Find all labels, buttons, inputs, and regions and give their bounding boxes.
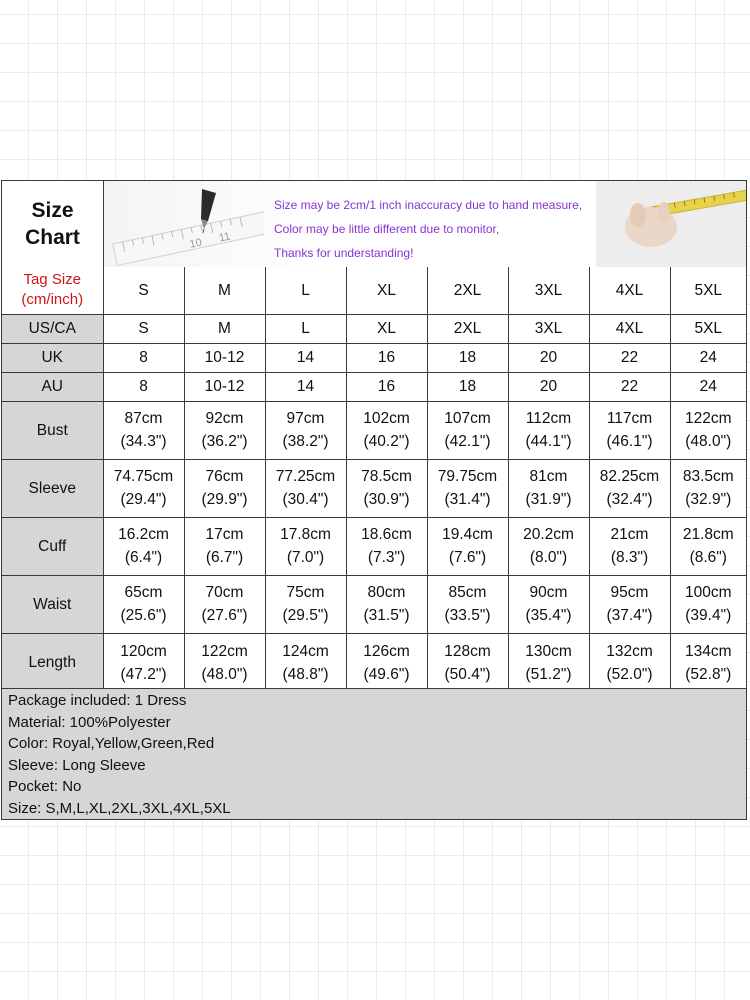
info-pocket: Pocket: No bbox=[8, 778, 82, 796]
title-line-1: Size bbox=[31, 199, 74, 222]
cell-value: 17.8cm bbox=[280, 526, 331, 543]
cell-value-inches: (37.4") bbox=[606, 607, 653, 624]
cell-value: 83.5cm bbox=[682, 468, 734, 485]
cell-value: 18.6cm bbox=[361, 526, 412, 543]
info-sleeve: Sleeve: Long Sleeve bbox=[8, 756, 146, 774]
tag-size-header bbox=[2, 267, 103, 314]
cell-value-inches: (46.1") bbox=[606, 433, 653, 450]
cell-value-inches: (35.4") bbox=[525, 607, 572, 624]
cell-value: 76cm bbox=[205, 468, 244, 485]
cell-value-inches: (50.4") bbox=[444, 665, 491, 683]
cell-value-inches: (31.9") bbox=[525, 491, 572, 508]
measurement-notes bbox=[274, 193, 614, 265]
table-cell bbox=[427, 343, 508, 372]
cell-value: 78.5cm bbox=[361, 468, 412, 485]
cell-value: 10-12 bbox=[204, 349, 245, 366]
cell-value-inches: (48.0") bbox=[201, 665, 248, 683]
cell-value: 18 bbox=[458, 349, 477, 366]
size-chart bbox=[1, 180, 747, 820]
cell-value: 4XL bbox=[615, 320, 644, 337]
table-cell bbox=[427, 575, 508, 633]
table-cell bbox=[184, 459, 265, 517]
cell-value: 2XL bbox=[453, 320, 482, 337]
cell-value-inches: (7.6") bbox=[448, 549, 487, 566]
table-cell bbox=[265, 372, 346, 401]
cell-value: XL bbox=[377, 320, 396, 337]
cell-value: 117cm bbox=[606, 410, 653, 427]
cell-value: 128cm bbox=[444, 642, 491, 660]
table-cell bbox=[184, 575, 265, 633]
table-cell bbox=[184, 633, 265, 692]
cell-value-inches: (33.5") bbox=[444, 607, 491, 624]
table-cell bbox=[184, 401, 265, 459]
note-line-1: Size may be 2cm/1 inch inaccuracy due to hand measure, bbox=[274, 198, 583, 212]
table-cell bbox=[589, 314, 670, 343]
table-cell bbox=[427, 372, 508, 401]
table-cell bbox=[508, 517, 589, 575]
table-cell bbox=[103, 372, 184, 401]
size-header-cell: S bbox=[103, 267, 184, 314]
cell-value-inches: (6.7") bbox=[205, 549, 244, 566]
cell-value-inches: (8.6") bbox=[689, 549, 727, 566]
cell-value: 130cm bbox=[525, 642, 572, 660]
cell-value: 80cm bbox=[367, 584, 406, 601]
table-cell bbox=[103, 517, 184, 575]
cell-value-inches: (7.0") bbox=[286, 549, 325, 566]
cell-value-inches: (47.2") bbox=[120, 665, 167, 683]
table-cell bbox=[589, 517, 670, 575]
table-row-uk bbox=[2, 343, 746, 372]
cell-value-inches: (27.6") bbox=[201, 607, 248, 624]
table-cell bbox=[508, 633, 589, 692]
cell-value: 82.25cm bbox=[599, 468, 660, 485]
cell-value: 22 bbox=[620, 378, 639, 395]
cell-value: 17cm bbox=[205, 526, 244, 543]
cell-value-inches: (29.9") bbox=[201, 491, 248, 508]
table-row-au bbox=[2, 372, 746, 401]
tag-size-label: Tag Size bbox=[23, 271, 82, 289]
cell-value: 24 bbox=[699, 349, 717, 366]
table-row-us-ca bbox=[2, 314, 746, 343]
cell-value-inches: (52.8") bbox=[685, 665, 732, 683]
cell-value: 107cm bbox=[444, 410, 491, 427]
table-cell bbox=[184, 517, 265, 575]
info-package: Package included: 1 Dress bbox=[8, 692, 187, 709]
cell-value-inches: (39.4") bbox=[685, 607, 732, 624]
cell-value: 126cm bbox=[363, 642, 410, 660]
cell-value: 77.25cm bbox=[275, 468, 336, 485]
cell-value-inches: (42.1") bbox=[444, 433, 491, 450]
ruler-number-11: 11 bbox=[217, 230, 232, 245]
table-cell bbox=[265, 633, 346, 692]
info-color: Color: Royal,Yellow,Green,Red bbox=[8, 735, 215, 753]
table-cell bbox=[508, 314, 589, 343]
cell-value-inches: (44.1") bbox=[525, 433, 572, 450]
table-cell bbox=[670, 459, 746, 517]
cell-value-inches: (29.4") bbox=[120, 491, 167, 508]
cell-value: 97cm bbox=[286, 410, 325, 427]
table-cell bbox=[346, 401, 427, 459]
cell-value: 16 bbox=[377, 349, 396, 366]
table-cell bbox=[589, 343, 670, 372]
table-cell bbox=[346, 517, 427, 575]
table-cell bbox=[103, 401, 184, 459]
table-row-tag-size bbox=[2, 267, 746, 314]
size-header-cell: 4XL bbox=[589, 267, 670, 314]
cell-value: 122cm bbox=[201, 642, 248, 660]
cell-value-inches: (36.2") bbox=[201, 433, 248, 450]
cell-value: 14 bbox=[296, 349, 315, 366]
table-cell bbox=[508, 343, 589, 372]
table-row-waist bbox=[2, 575, 746, 633]
ruler-number-10: 10 bbox=[188, 236, 203, 251]
cell-value: 20.2cm bbox=[523, 526, 574, 543]
cell-value: 122cm bbox=[684, 410, 732, 427]
cell-value: 75cm bbox=[286, 584, 325, 601]
table-cell bbox=[265, 517, 346, 575]
hand-icon bbox=[625, 202, 677, 247]
cell-value: 100cm bbox=[684, 584, 732, 601]
table-cell bbox=[265, 314, 346, 343]
table-cell bbox=[346, 314, 427, 343]
size-header-cell: 2XL bbox=[427, 267, 508, 314]
table-row-sleeve bbox=[2, 459, 746, 517]
measurement-banner bbox=[104, 181, 746, 267]
cell-value: 134cm bbox=[684, 642, 732, 660]
cell-value-inches: (25.6") bbox=[120, 607, 167, 624]
tag-size-unit: (cm/inch) bbox=[21, 291, 84, 309]
cell-value: 112cm bbox=[525, 410, 572, 427]
size-header-cell: L bbox=[265, 267, 346, 314]
cell-value-inches: (48.0") bbox=[685, 433, 732, 450]
cell-value: 22 bbox=[620, 349, 639, 366]
row-label-length: Length bbox=[2, 633, 103, 692]
cell-value-inches: (32.4") bbox=[606, 491, 653, 508]
table-cell bbox=[670, 372, 746, 401]
table-cell bbox=[508, 401, 589, 459]
table-cell bbox=[346, 575, 427, 633]
row-label-us-ca: US/CA bbox=[2, 314, 103, 343]
table-cell bbox=[103, 633, 184, 692]
title-line-2: Chart bbox=[25, 226, 80, 249]
cell-value-inches: (30.9") bbox=[363, 491, 410, 508]
table-cell bbox=[346, 633, 427, 692]
row-label-uk: UK bbox=[2, 343, 103, 372]
table-cell bbox=[508, 372, 589, 401]
product-info bbox=[2, 688, 746, 819]
cell-value-inches: (8.0") bbox=[529, 549, 568, 566]
info-material: Material: 100%Polyester bbox=[8, 713, 171, 731]
cell-value-inches: (49.6") bbox=[363, 665, 410, 683]
cell-value-inches: (38.2") bbox=[282, 433, 329, 450]
cell-value: 19.4cm bbox=[442, 526, 493, 543]
cell-value-inches: (52.0") bbox=[606, 665, 653, 683]
cell-value: 20 bbox=[539, 349, 558, 366]
cell-value: 132cm bbox=[606, 642, 653, 660]
size-chart-title bbox=[2, 181, 104, 267]
table-cell bbox=[184, 314, 265, 343]
cell-value: 120cm bbox=[120, 642, 167, 660]
row-label-au: AU bbox=[2, 372, 103, 401]
cell-value-inches: (48.8") bbox=[282, 665, 329, 683]
cell-value: 81cm bbox=[529, 468, 568, 485]
table-row-cuff bbox=[2, 517, 746, 575]
table-row-length bbox=[2, 633, 746, 692]
cell-value: 74.75cm bbox=[113, 468, 174, 485]
table-cell bbox=[265, 401, 346, 459]
cell-value: 21.8cm bbox=[682, 526, 734, 543]
cell-value-inches: (34.3") bbox=[120, 433, 167, 450]
cell-value: 70cm bbox=[205, 584, 244, 601]
cell-value: 3XL bbox=[534, 320, 563, 337]
table-cell bbox=[427, 517, 508, 575]
table-cell bbox=[670, 633, 746, 692]
table-cell bbox=[427, 314, 508, 343]
table-cell bbox=[670, 401, 746, 459]
table-cell bbox=[427, 633, 508, 692]
cell-value: 90cm bbox=[529, 584, 568, 601]
cell-value: L bbox=[301, 320, 310, 337]
note-line-3: Thanks for understanding! bbox=[274, 246, 414, 260]
cell-value: 87cm bbox=[124, 410, 163, 427]
size-header-cell: 3XL bbox=[508, 267, 589, 314]
cell-value-inches: (40.2") bbox=[363, 433, 410, 450]
table-cell bbox=[589, 459, 670, 517]
cell-value: 16 bbox=[377, 378, 396, 395]
cell-value-inches: (51.2") bbox=[525, 665, 572, 683]
size-header-cell: M bbox=[184, 267, 265, 314]
cell-value: 102cm bbox=[363, 410, 410, 427]
table-cell bbox=[103, 314, 184, 343]
table-cell bbox=[589, 633, 670, 692]
cell-value: 65cm bbox=[124, 584, 163, 601]
table-cell bbox=[346, 343, 427, 372]
table-cell bbox=[103, 459, 184, 517]
cell-value-inches: (31.5") bbox=[363, 607, 410, 624]
cell-value: M bbox=[218, 320, 231, 337]
cell-value: S bbox=[138, 320, 149, 337]
cell-value-inches: (29.5") bbox=[282, 607, 329, 624]
table-cell bbox=[589, 372, 670, 401]
table-cell bbox=[508, 575, 589, 633]
table-cell bbox=[265, 343, 346, 372]
table-cell bbox=[265, 459, 346, 517]
row-label-bust: Bust bbox=[2, 401, 103, 459]
table-cell bbox=[670, 575, 746, 633]
table-cell bbox=[265, 575, 346, 633]
row-label-cuff: Cuff bbox=[2, 517, 103, 575]
table-cell bbox=[346, 459, 427, 517]
cell-value-inches: (7.3") bbox=[367, 549, 406, 566]
table-cell bbox=[184, 372, 265, 401]
cell-value: 21cm bbox=[610, 526, 649, 543]
table-cell bbox=[589, 401, 670, 459]
table-cell bbox=[427, 401, 508, 459]
size-header-cell: XL bbox=[346, 267, 427, 314]
row-label-waist: Waist bbox=[2, 575, 103, 633]
cell-value-inches: (32.9") bbox=[685, 491, 732, 508]
cell-value-inches: (6.4") bbox=[124, 549, 163, 566]
cell-value: 85cm bbox=[448, 584, 487, 601]
table-cell bbox=[670, 343, 746, 372]
table-cell bbox=[508, 459, 589, 517]
table-cell bbox=[103, 343, 184, 372]
cell-value-inches: (31.4") bbox=[444, 491, 491, 508]
hand-measuring-tape-illustration bbox=[596, 181, 746, 267]
cell-value: 95cm bbox=[610, 584, 649, 601]
cell-value: 5XL bbox=[694, 320, 723, 337]
cell-value: 18 bbox=[458, 378, 477, 395]
cell-value: 14 bbox=[296, 378, 315, 395]
size-chart-header bbox=[2, 181, 746, 268]
cell-value: 8 bbox=[139, 378, 148, 395]
cell-value: 24 bbox=[699, 378, 717, 395]
table-cell bbox=[103, 575, 184, 633]
cell-value: 92cm bbox=[205, 410, 244, 427]
table-cell bbox=[427, 459, 508, 517]
cell-value-inches: (8.3") bbox=[610, 549, 649, 566]
table-cell bbox=[184, 343, 265, 372]
cell-value: 16.2cm bbox=[118, 526, 169, 543]
info-size: Size: S,M,L,XL,2XL,3XL,4XL,5XL bbox=[8, 799, 231, 817]
size-header-cell: 5XL bbox=[670, 267, 746, 314]
table-cell bbox=[670, 517, 746, 575]
cell-value-inches: (30.4") bbox=[282, 491, 329, 508]
row-label-sleeve: Sleeve bbox=[2, 459, 103, 517]
table-cell bbox=[589, 575, 670, 633]
cell-value: 124cm bbox=[282, 642, 329, 660]
cell-value: 10-12 bbox=[204, 378, 245, 395]
note-line-2: Color may be little different due to monitor, bbox=[274, 222, 500, 236]
table-cell bbox=[670, 314, 746, 343]
ruler-pen-illustration bbox=[104, 181, 264, 267]
size-table bbox=[2, 267, 746, 693]
cell-value: 20 bbox=[539, 378, 558, 395]
cell-value: 79.75cm bbox=[437, 468, 498, 485]
table-row-bust bbox=[2, 401, 746, 459]
table-cell bbox=[346, 372, 427, 401]
cell-value: 8 bbox=[139, 349, 148, 366]
